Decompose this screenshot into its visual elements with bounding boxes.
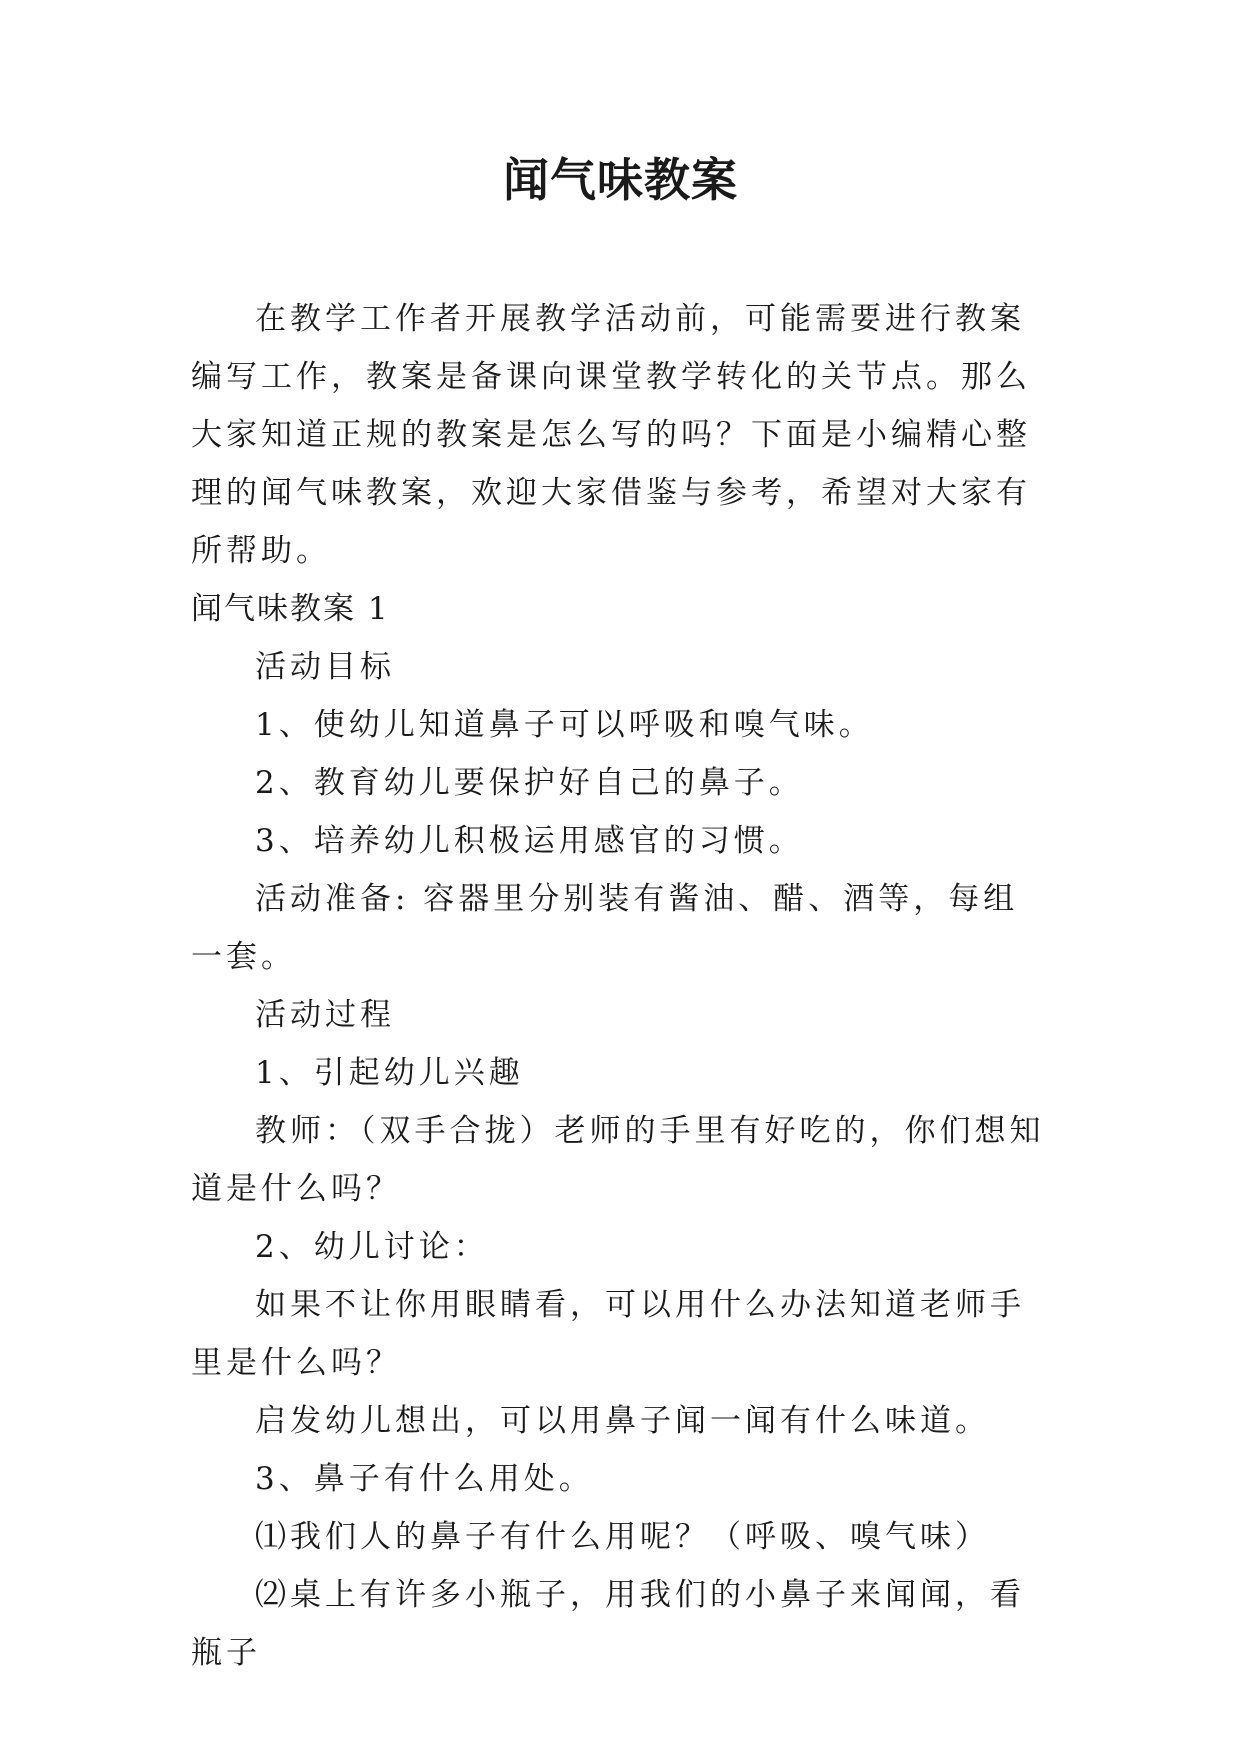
intro-paragraph: 在教学工作者开展教学活动前，可能需要进行教案编写工作，教案是备课向课堂教学转化的关节点。那么大家知道正规的教案是怎么写的吗？下面是小编精心整理的闻气味教案，欢迎大家借鉴与参考，希望对大家有所帮助。 — [191, 301, 1031, 569]
section-heading: 闻气味教案 1 — [191, 591, 390, 627]
activity-goals-heading: 活动目标 — [255, 649, 395, 685]
sub-step-2: ⑵桌上有许多小瓶子，用我们的小鼻子来闻闻，看瓶子 — [191, 1577, 1025, 1671]
sub-step-1: ⑴我们人的鼻子有什么用呢？（呼吸、嗅气味） — [255, 1519, 990, 1555]
activity-process-heading: 活动过程 — [255, 997, 395, 1033]
process-step-3: 3、鼻子有什么用处。 — [255, 1461, 594, 1497]
goal-item-2: 2、教育幼儿要保护好自己的鼻子。 — [255, 765, 804, 801]
activity-preparation: 活动准备: 容器里分别装有酱油、醋、酒等，每组一套。 — [191, 881, 1019, 975]
document-title: 闻气味教案 — [503, 153, 738, 207]
teacher-dialogue: 教师：（双手合拢）老师的手里有好吃的，你们想知道是什么吗？ — [191, 1113, 1045, 1207]
goal-item-3: 3、培养幼儿积极运用感官的习惯。 — [255, 823, 804, 859]
goal-item-1: 1、使幼儿知道鼻子可以呼吸和嗅气味。 — [255, 707, 874, 743]
discussion-question: 如果不让你用眼睛看，可以用什么办法知道老师手里是什么吗？ — [191, 1287, 1025, 1381]
process-step-2: 2、幼儿讨论： — [255, 1229, 489, 1265]
section-lesson-plan-1 — [191, 580, 1051, 1682]
discussion-hint: 启发幼儿想出，可以用鼻子闻一闻有什么味道。 — [255, 1403, 990, 1439]
process-step-1: 1、引起幼儿兴趣 — [255, 1055, 524, 1091]
